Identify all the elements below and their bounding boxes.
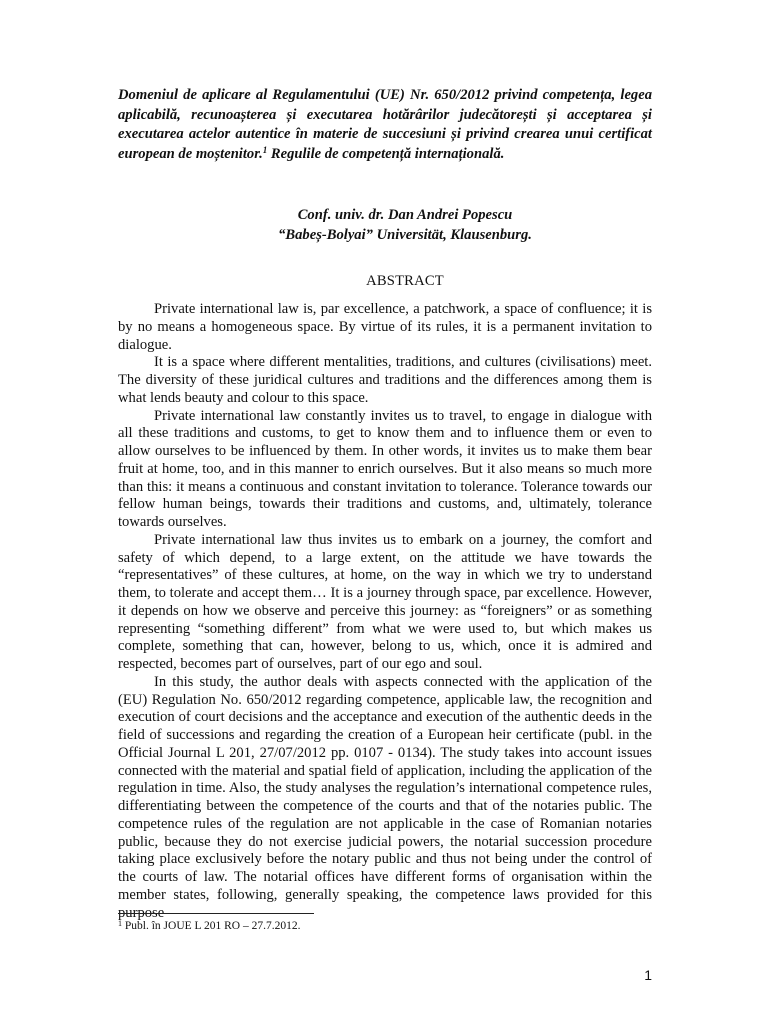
document-title xyxy=(118,86,652,164)
author-name: Conf. univ. dr. Dan Andrei Popescu xyxy=(297,207,513,223)
abstract-paragraph: In this study, the author deals with aspects connected with the application of the (EU) Regulation No. 650/2012 regarding competence, applicable law, the recognition and execution of court decisions and the acceptance and execution of the authentic deeds in the field of successions and regarding the creation of a European heir certificate (publ. in the Official Journal L 201, 27/07/2012 pp. 0107 - 0134). The study takes into account issues connected with the material and spatial field of application, including the application of the regulation in time. Also, the study analyses the regulation’s international competence rules, differentiating between the competence of the courts and that of the notaries public. The competence rules of the regulation are not applicable in the case of Romanian notaries public, because they do not exercise judicial powers, the notarial succession procedure taking place exclusively before the notary public and thus not being under the control of the courts of law. The notarial offices have different forms of organisation within the member states, following, generally speaking, the competence laws provided for this purpose xyxy=(118,673,652,921)
footnote-text: Publ. în JOUE L 201 RO – 27.7.2012. xyxy=(122,920,301,932)
abstract-paragraph: Private international law thus invites us to embark on a journey, the comfort and safety of which depend, to a large extent, on the attitude we have towards the “representatives” of these cultures, at home, on the way in which we try to understand them, to tolerate and accept them… It is a journey through space, par excellence. However, it depends on how we observe and perceive this journey: as “foreigners” or as something representing “something different” from what we were used to, but which makes us complete, something that can, however, belong to us, which, once it is admired and respected, becomes part of ourselves, part of our ego and soul. xyxy=(118,531,652,672)
footnote-reference[interactable]: 1 xyxy=(262,144,268,155)
footnote-divider xyxy=(118,913,314,914)
footnote xyxy=(118,919,652,934)
abstract-paragraph: Private international law constantly invites us to travel, to engage in dialogue with all these traditions and customs, to get to know them and to influence them or even to allow ourselves to be influenced by them. In other words, it invites us to make them bear fruit at home, too, and in this manner to enrich ourselves. But it also means so much more than this: it means a continuous and constant invitation to tolerance. Tolerance towards our fellow human beings, towards their traditions and customs, and, ultimately, tolerance towards ourselves. xyxy=(118,407,652,530)
title-subtitle: Regulile de competență internațională. xyxy=(267,145,505,162)
abstract-paragraph: It is a space where different mentalities, traditions, and cultures (civilisations) meet. The diversity of these juridical cultures and traditions and the differences among them is what lends beauty and colour to this space. xyxy=(118,354,652,406)
abstract-paragraph: Private international law is, par excellence, a patchwork, a space of confluence; it is by no means a homogeneous space. By virtue of its rules, it is a permanent invitation to dialogue. xyxy=(118,301,652,353)
footnote-marker: 1 xyxy=(118,919,122,928)
page-number: 1 xyxy=(644,967,652,983)
abstract-body xyxy=(118,301,652,922)
author-affiliation: “Babeș-Bolyai” Universität, Klausenburg. xyxy=(278,226,532,243)
abstract-heading: ABSTRACT xyxy=(366,273,444,289)
author-block xyxy=(118,206,652,245)
title-main: Domeniul de aplicare al Regulamentului (UE) Nr. 650/2012 privind competența, legea aplicabilă, recunoașterea și executarea hotărârilor judecătorești și acceptarea și executarea actelor autentice în materie de succesiuni și privind crearea unui certificat european de moștenitor. xyxy=(118,87,652,162)
